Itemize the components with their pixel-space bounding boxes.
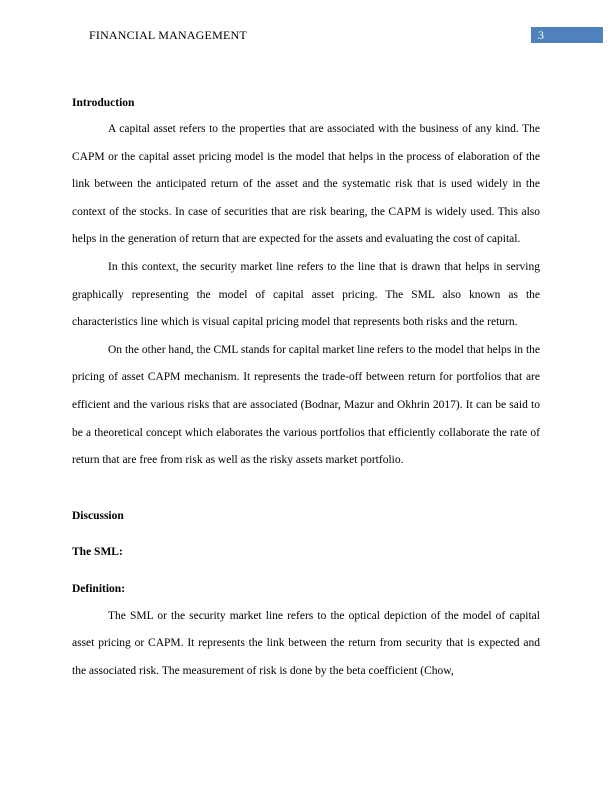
page-number-badge: 3 [531,27,603,43]
intro-paragraph-1: A capital asset refers to the properties that are associated with the business of any kind. The CAPM or the capital asset pricing model is the model that helps in the process of elaboration of the link between the anticipated return of the asset and the systematic risk that is used widely in the context of the stocks. In case of securities that are risk bearing, the CAPM is widely used. This also helps in the generation of return that are expected for the assets and evaluating the cost of capital. [72,123,540,246]
section-spacer [72,475,540,497]
definition-paragraph: The SML or the security market line refers to the optical depiction of the model of capital asset pricing or CAPM. It represents the link between the return from security that is expected and the associated risk. The measurement of risk is done by the beta coefficient (Chow, [72,609,540,677]
definition-heading: Definition: [72,582,126,595]
sml-heading: The SML: [72,545,123,558]
document-body [72,94,540,686]
discussion-heading: Discussion [72,509,124,522]
introduction-heading: Introduction [72,97,135,109]
running-head-title: FINANCIAL MANAGEMENT [89,28,247,42]
intro-paragraph-3: On the other hand, the CML stands for capital market line refers to the model that helps in the pricing of asset CAPM mechanism. It represents the trade-off between return for portfolios that are efficient and the various risks that are associated (Bodnar, Mazur and Okhrin 2017). It can be said to be a theoretical concept which elaborates the various portfolios that efficiently collaborate the rate of return that are free from risk as well as the risky assets market portfolio. [72,343,540,467]
intro-paragraph-2: In this context, the security market line refers to the line that is drawn that helps in serving graphically representing the model of capital asset pricing. The SML also known as the characteristics line which is visual capital pricing model that represents both risks and the return. [72,260,540,329]
page-header [0,0,612,60]
